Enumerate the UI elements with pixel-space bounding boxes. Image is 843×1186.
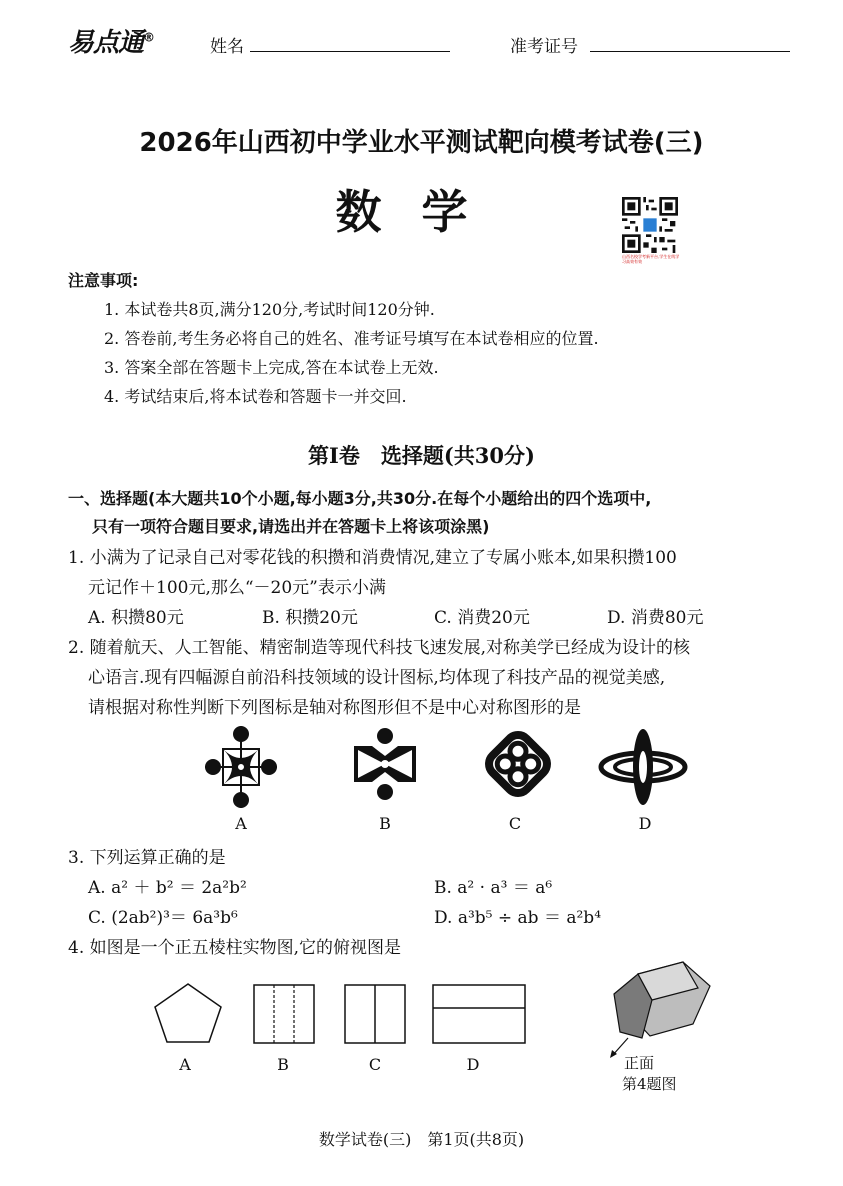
- symbol-c-icon: [483, 728, 553, 800]
- q2-label-c: C: [508, 814, 522, 833]
- notice-item: 1. 本试卷共8页,满分120分,考试时间120分钟.: [104, 300, 435, 319]
- symbol-a-icon: [205, 726, 277, 808]
- q4-stem: 4. 如图是一个正五棱柱实物图,它的俯视图是: [68, 938, 402, 958]
- name-field[interactable]: [250, 31, 450, 52]
- logo-text: 易点通: [68, 28, 144, 58]
- pentagonal-prism-figure: [598, 958, 718, 1062]
- exam-id-label: 准考证号: [510, 37, 578, 57]
- option-d-rect: [432, 984, 526, 1044]
- q2-stem: 心语言.现有四幅源自前沿科技领域的设计图标,均体现了科技产品的视觉美感,: [88, 668, 666, 688]
- page-footer: 数学试卷(三) 第1页(共8页): [318, 1130, 525, 1149]
- q2-label-d: D: [638, 814, 652, 833]
- instructions-line: 一、选择题(本大题共10个小题,每小题3分,共30分.在每个小题给出的四个选项中,: [68, 489, 652, 508]
- q3-option-c: C. (2ab²)³＝ 6a³b⁶: [88, 908, 238, 928]
- q2-stem: 请根据对称性判断下列图标是轴对称图形但不是中心对称图形的是: [88, 698, 581, 718]
- q1-stem: 元记作＋100元,那么“－20元”表示小满: [88, 578, 386, 598]
- qr-caption: 山西名校学考新平台,学生在线学习高效有效: [622, 254, 680, 264]
- exam-id-field[interactable]: [590, 31, 790, 52]
- logo-mark: ®: [143, 30, 155, 45]
- option-a-pentagon: [153, 982, 223, 1044]
- front-label: 正面: [624, 1054, 655, 1072]
- q2-stem: 2. 随着航天、人工智能、精密制造等现代科技飞速发展,对称美学已经成为设计的核: [68, 638, 691, 658]
- figure-caption: 第4题图: [622, 1075, 677, 1093]
- exam-title: 2026年山西初中学业水平测试靶向模考试卷(三): [139, 128, 704, 158]
- q4-label-a: A: [179, 1055, 191, 1074]
- q1-stem: 1. 小满为了记录自己对零花钱的积攒和消费情况,建立了专属小账本,如果积攒100: [68, 548, 677, 568]
- q4-label-d: D: [466, 1055, 480, 1074]
- symbol-d-icon: [598, 728, 688, 806]
- q4-label-b: B: [277, 1055, 289, 1074]
- subject-title: 数学: [335, 185, 508, 239]
- q1-option-c: C. 消费20元: [434, 608, 530, 628]
- q2-label-b: B: [379, 814, 391, 833]
- q1-option-a: A. 积攒80元: [88, 608, 184, 628]
- section-title: 第Ⅰ卷 选择题(共30分): [308, 443, 535, 468]
- notice-item: 3. 答案全部在答题卡上完成,答在本试卷上无效.: [104, 358, 439, 377]
- q1-option-d: D. 消费80元: [607, 608, 704, 628]
- q3-option-a: A. a² ＋ b² ＝ 2a²b²: [88, 878, 247, 898]
- option-b-rect-dashed: [253, 984, 315, 1044]
- instructions-line: 只有一项符合题目要求,请选出并在答题卡上将该项涂黑): [92, 517, 490, 536]
- q3-option-b: B. a² · a³ ＝ a⁶: [434, 878, 553, 898]
- q3-option-d: D. a³b⁵ ÷ ab ＝ a²b⁴: [434, 908, 602, 928]
- q3-stem: 3. 下列运算正确的是: [68, 848, 226, 868]
- notice-item: 2. 答卷前,考生务必将自己的姓名、准考证号填写在本试卷相应的位置.: [104, 329, 599, 348]
- qr-code-icon: [622, 197, 678, 253]
- brand-logo: [68, 22, 154, 59]
- notice-item: 4. 考试结束后,将本试卷和答题卡一并交回.: [104, 387, 407, 406]
- q4-label-c: C: [368, 1055, 382, 1074]
- symbol-b-icon: [352, 728, 418, 800]
- option-c-rect: [344, 984, 406, 1044]
- name-label: 姓名: [210, 37, 244, 57]
- notice-title: 注意事项:: [68, 271, 139, 290]
- q2-label-a: A: [235, 814, 247, 833]
- q1-option-b: B. 积攒20元: [262, 608, 358, 628]
